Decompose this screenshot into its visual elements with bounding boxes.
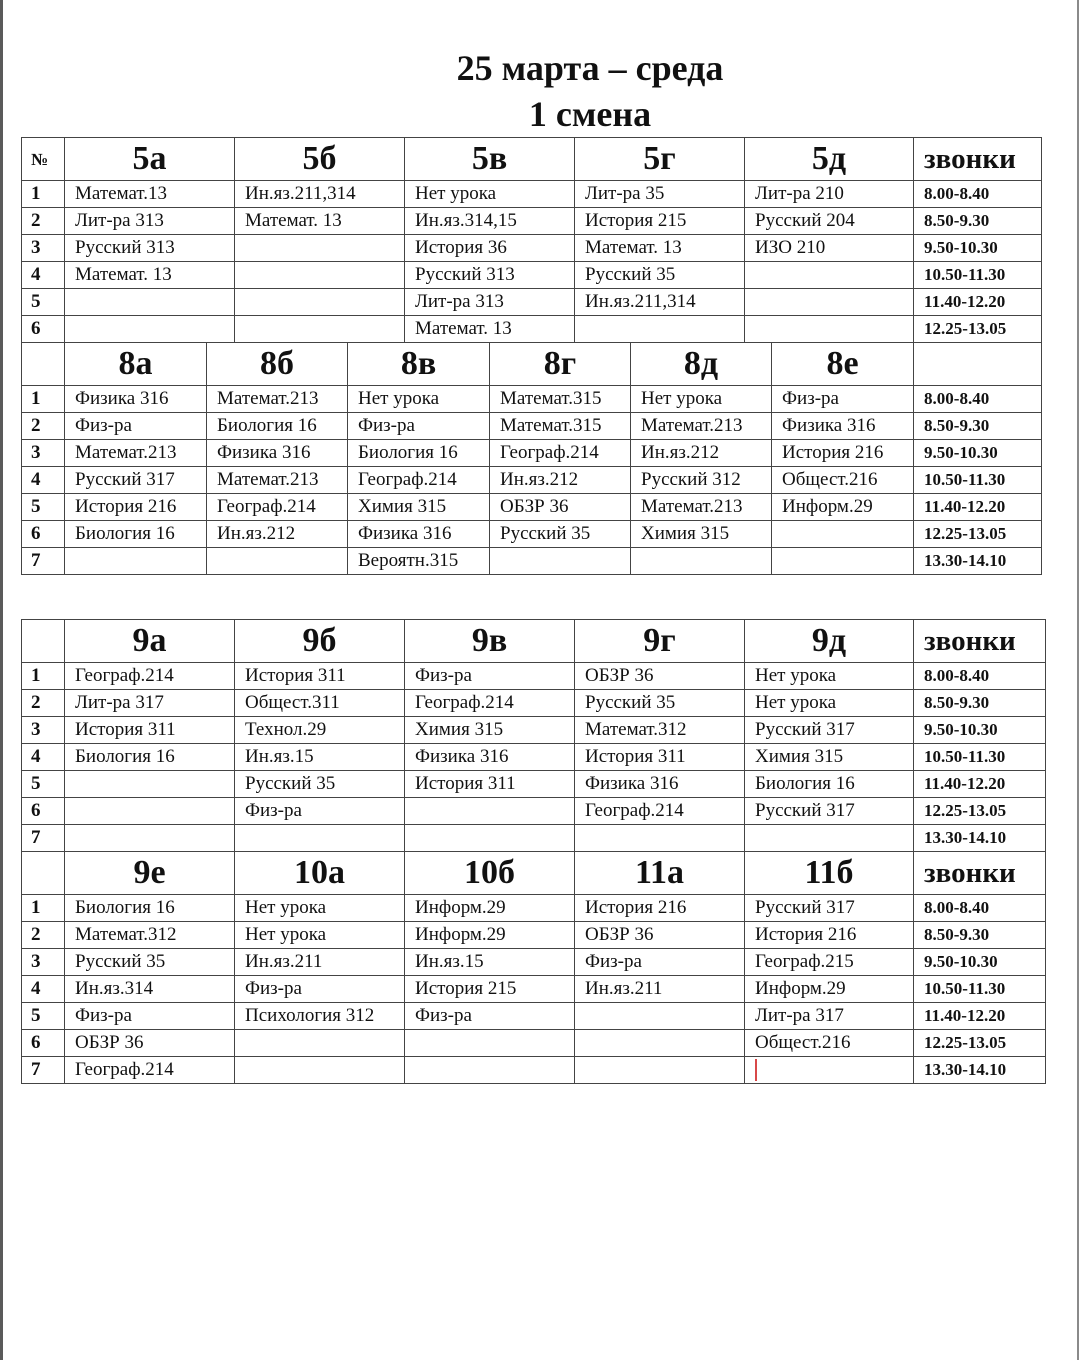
text-cursor: [755, 1059, 757, 1081]
lesson-cell[interactable]: Биология 16: [65, 744, 235, 771]
table-row: [22, 1057, 1046, 1084]
lesson-cell[interactable]: Общест.216: [745, 1030, 914, 1057]
lesson-cell[interactable]: ИЗО 210: [745, 235, 914, 262]
lesson-cell[interactable]: Ин.яз.212: [207, 521, 348, 548]
table-row: [22, 1003, 1046, 1030]
lesson-cell[interactable]: Математ. 13: [65, 262, 235, 289]
lesson-cell[interactable]: [575, 1003, 745, 1030]
lesson-cell[interactable]: Географ.214: [575, 798, 745, 825]
lesson-cell[interactable]: История 311: [235, 663, 405, 690]
lesson-cell[interactable]: Географ.214: [490, 440, 631, 467]
table-row: [22, 413, 1042, 440]
lesson-cell[interactable]: Нет урока: [745, 690, 914, 717]
lesson-cell[interactable]: История 311: [405, 771, 575, 798]
lesson-cell[interactable]: [235, 1057, 405, 1084]
class-header-3[interactable]: 9в: [405, 620, 575, 663]
table-row: [22, 690, 1046, 717]
lesson-cell[interactable]: Физ-ра: [65, 1003, 235, 1030]
bell-time[interactable]: 8.50-9.30: [914, 413, 1042, 440]
lesson-number[interactable]: 5: [22, 289, 65, 316]
table-row: [22, 922, 1046, 949]
bell-time[interactable]: 8.00-8.40: [914, 895, 1046, 922]
class-header-1[interactable]: 9е: [65, 852, 235, 895]
class-header-5[interactable]: 8д: [631, 343, 772, 386]
grade5-header-row: [22, 138, 1042, 181]
lesson-cell[interactable]: Физика 316: [65, 386, 207, 413]
lesson-cell[interactable]: Ин.яз.212: [631, 440, 772, 467]
lesson-cell[interactable]: Лит-ра 210: [745, 181, 914, 208]
number-column-header-empty[interactable]: [22, 852, 65, 895]
lesson-cell[interactable]: Нет урока: [745, 663, 914, 690]
lesson-cell[interactable]: [575, 1057, 745, 1084]
table-row: [22, 386, 1042, 413]
number-column-header[interactable]: №: [22, 138, 65, 181]
lesson-cell[interactable]: История 216: [65, 494, 207, 521]
lesson-cell[interactable]: Математ.213: [207, 467, 348, 494]
lesson-cell[interactable]: Математ. 13: [575, 235, 745, 262]
class-header-2[interactable]: 10а: [235, 852, 405, 895]
lesson-number[interactable]: 7: [22, 1057, 65, 1084]
lesson-cell[interactable]: Русский 317: [745, 717, 914, 744]
lesson-cell[interactable]: Информ.29: [405, 922, 575, 949]
table-row: [22, 494, 1042, 521]
lesson-cell[interactable]: История 311: [575, 744, 745, 771]
lesson-cell[interactable]: Физика 316: [405, 744, 575, 771]
lesson-cell[interactable]: Биология 16: [207, 413, 348, 440]
lesson-cell[interactable]: Биология 16: [745, 771, 914, 798]
lesson-cell[interactable]: Химия 315: [405, 717, 575, 744]
bell-time[interactable]: 10.50-11.30: [914, 744, 1046, 771]
lesson-cell[interactable]: [575, 1030, 745, 1057]
lesson-cell[interactable]: Русский 204: [745, 208, 914, 235]
table-row: [22, 771, 1046, 798]
class-header-1[interactable]: 5а: [65, 138, 235, 181]
class-header-6[interactable]: 8е: [772, 343, 914, 386]
lesson-cell[interactable]: [772, 521, 914, 548]
table-row: [22, 262, 1042, 289]
lesson-cell[interactable]: [772, 548, 914, 575]
lesson-cell[interactable]: Русский 35: [575, 690, 745, 717]
lesson-cell[interactable]: Русский 317: [745, 798, 914, 825]
class-header-5[interactable]: 9д: [745, 620, 914, 663]
lesson-cell[interactable]: [745, 262, 914, 289]
lesson-cell[interactable]: [405, 1030, 575, 1057]
bell-time[interactable]: 13.30-14.10: [914, 825, 1046, 852]
class-header-2[interactable]: 9б: [235, 620, 405, 663]
lesson-cell[interactable]: Лит-ра 313: [65, 208, 235, 235]
schedule-table-grades-9-11: [21, 619, 1046, 1084]
lesson-number[interactable]: 2: [22, 690, 65, 717]
bell-time[interactable]: 11.40-12.20: [914, 1003, 1046, 1030]
lesson-cell[interactable]: История 36: [405, 235, 575, 262]
lesson-cell[interactable]: Физ-ра: [575, 949, 745, 976]
lesson-cell[interactable]: Ин.яз.211,314: [575, 289, 745, 316]
lesson-cell[interactable]: Информ.29: [772, 494, 914, 521]
lesson-cell[interactable]: История 311: [65, 717, 235, 744]
lesson-cell[interactable]: Биология 16: [65, 521, 207, 548]
lesson-cell[interactable]: Математ.13: [65, 181, 235, 208]
lesson-number[interactable]: 6: [22, 1030, 65, 1057]
lesson-cell[interactable]: [631, 548, 772, 575]
lesson-cell[interactable]: Математ.315: [490, 386, 631, 413]
page-title-shift: 1 смена: [528, 94, 652, 134]
lesson-cell[interactable]: [235, 825, 405, 852]
lesson-cell[interactable]: [405, 1057, 575, 1084]
lesson-number[interactable]: 1: [22, 895, 65, 922]
bells-column-header-empty[interactable]: [914, 343, 1042, 386]
bells-column-header[interactable]: звонки: [914, 138, 1042, 181]
class-header-4[interactable]: 8г: [490, 343, 631, 386]
class-header-5[interactable]: 11б: [745, 852, 914, 895]
lesson-cell[interactable]: ОБЗР 36: [575, 663, 745, 690]
class-header-2[interactable]: 5б: [235, 138, 405, 181]
lesson-cell[interactable]: Физ-ра: [235, 976, 405, 1003]
class-header-2[interactable]: 8б: [207, 343, 348, 386]
lesson-number[interactable]: 4: [22, 467, 65, 494]
table-row: [22, 949, 1046, 976]
page-title-date: 25 марта – среда: [456, 48, 724, 88]
class-header-4[interactable]: 5г: [575, 138, 745, 181]
lesson-cell[interactable]: Нет урока: [348, 386, 490, 413]
table-row: [22, 467, 1042, 494]
class-header-3[interactable]: 10б: [405, 852, 575, 895]
bells-column-header[interactable]: звонки: [914, 852, 1046, 895]
lesson-cell[interactable]: Психология 312: [235, 1003, 405, 1030]
lesson-cell[interactable]: Географ.214: [207, 494, 348, 521]
lesson-cell[interactable]: ОБЗР 36: [65, 1030, 235, 1057]
lesson-cell[interactable]: Нет урока: [631, 386, 772, 413]
table-row: [22, 208, 1042, 235]
lesson-cell[interactable]: Математ.312: [575, 717, 745, 744]
lesson-cell[interactable]: ОБЗР 36: [575, 922, 745, 949]
lesson-cell[interactable]: Физика 316: [207, 440, 348, 467]
lesson-cell[interactable]: [745, 316, 914, 343]
lesson-number[interactable]: 2: [22, 413, 65, 440]
lesson-cell[interactable]: Математ.312: [65, 922, 235, 949]
lesson-cell[interactable]: Лит-ра 313: [405, 289, 575, 316]
lesson-cell[interactable]: Физика 316: [575, 771, 745, 798]
lesson-cell[interactable]: [65, 289, 235, 316]
bell-time[interactable]: 8.50-9.30: [914, 922, 1046, 949]
lesson-cell[interactable]: Математ. 13: [405, 316, 575, 343]
lesson-cell[interactable]: [235, 235, 405, 262]
schedule-table-grades-5-8: [21, 137, 1042, 575]
lesson-cell[interactable]: Русский 35: [575, 262, 745, 289]
lesson-cell[interactable]: [207, 548, 348, 575]
lesson-number[interactable]: 6: [22, 316, 65, 343]
lesson-cell[interactable]: Химия 315: [631, 521, 772, 548]
lesson-cell[interactable]: Вероятн.315: [348, 548, 490, 575]
table-row: [22, 825, 1046, 852]
grade8-header-row: [22, 343, 1042, 386]
bell-time[interactable]: 11.40-12.20: [914, 771, 1046, 798]
lesson-cell[interactable]: Ин.яз.211: [575, 976, 745, 1003]
lesson-cell[interactable]: Ин.яз.211: [235, 949, 405, 976]
lesson-number[interactable]: 5: [22, 771, 65, 798]
class-header-3[interactable]: 8в: [348, 343, 490, 386]
lesson-cell[interactable]: Ин.яз.314: [65, 976, 235, 1003]
number-column-header-empty[interactable]: [22, 343, 65, 386]
lesson-cell[interactable]: Лит-ра 317: [745, 1003, 914, 1030]
lesson-number[interactable]: 1: [22, 663, 65, 690]
lesson-cell[interactable]: Химия 315: [348, 494, 490, 521]
lesson-cell[interactable]: [745, 289, 914, 316]
lesson-cell[interactable]: Биология 16: [348, 440, 490, 467]
table-row: [22, 316, 1042, 343]
lesson-cell[interactable]: Общест.216: [772, 467, 914, 494]
table-row: [22, 976, 1046, 1003]
bell-time[interactable]: 8.00-8.40: [914, 386, 1042, 413]
bell-time[interactable]: 8.00-8.40: [914, 663, 1046, 690]
class-header-3[interactable]: 5в: [405, 138, 575, 181]
table-row: [22, 521, 1042, 548]
lesson-cell[interactable]: [235, 289, 405, 316]
bell-time[interactable]: 12.25-13.05: [914, 521, 1042, 548]
lesson-number[interactable]: 6: [22, 521, 65, 548]
lesson-cell[interactable]: Русский 317: [745, 895, 914, 922]
lesson-cell[interactable]: [490, 548, 631, 575]
bell-time[interactable]: 13.30-14.10: [914, 548, 1042, 575]
lesson-cell[interactable]: Географ.214: [65, 663, 235, 690]
lesson-cell[interactable]: [65, 771, 235, 798]
lesson-cell[interactable]: Географ.215: [745, 949, 914, 976]
lesson-cell[interactable]: [405, 825, 575, 852]
class-header-4[interactable]: 9г: [575, 620, 745, 663]
table-row: [22, 717, 1046, 744]
lesson-cell[interactable]: Математ.213: [65, 440, 207, 467]
lesson-number[interactable]: 4: [22, 744, 65, 771]
lesson-number[interactable]: 2: [22, 208, 65, 235]
lesson-cell[interactable]: Нет урока: [235, 922, 405, 949]
lesson-cell[interactable]: Ин.яз.211,314: [235, 181, 405, 208]
lesson-cell[interactable]: Информ.29: [405, 895, 575, 922]
bell-time[interactable]: 10.50-11.30: [914, 467, 1042, 494]
lesson-number[interactable]: 4: [22, 976, 65, 1003]
lesson-cell[interactable]: Географ.214: [65, 1057, 235, 1084]
lesson-cell[interactable]: Физика 316: [772, 413, 914, 440]
lesson-number[interactable]: 6: [22, 798, 65, 825]
lesson-cell[interactable]: История 216: [772, 440, 914, 467]
lesson-cell[interactable]: ОБЗР 36: [490, 494, 631, 521]
lesson-cell[interactable]: Русский 312: [631, 467, 772, 494]
lesson-cell[interactable]: История 215: [405, 976, 575, 1003]
bell-time[interactable]: 11.40-12.20: [914, 289, 1042, 316]
lesson-cell[interactable]: Математ.213: [631, 494, 772, 521]
lesson-cell[interactable]: [235, 316, 405, 343]
lesson-number[interactable]: 3: [22, 949, 65, 976]
table-row: [22, 663, 1046, 690]
lesson-cell[interactable]: История 215: [575, 208, 745, 235]
lesson-cell[interactable]: Математ.213: [631, 413, 772, 440]
lesson-cell[interactable]: Ин.яз.314,15: [405, 208, 575, 235]
bell-time[interactable]: 10.50-11.30: [914, 976, 1046, 1003]
lesson-number[interactable]: 3: [22, 440, 65, 467]
lesson-cell[interactable]: [575, 825, 745, 852]
lesson-cell[interactable]: [65, 548, 207, 575]
lesson-cell[interactable]: Общест.311: [235, 690, 405, 717]
lesson-cell[interactable]: Физ-ра: [235, 798, 405, 825]
lesson-cell[interactable]: [65, 316, 235, 343]
table-row: [22, 440, 1042, 467]
lesson-cell[interactable]: Физ-ра: [772, 386, 914, 413]
lesson-number[interactable]: 3: [22, 235, 65, 262]
lesson-number[interactable]: 7: [22, 825, 65, 852]
lesson-cell[interactable]: Физ-ра: [348, 413, 490, 440]
lesson-cell[interactable]: Нет урока: [405, 181, 575, 208]
lesson-cell[interactable]: Физика 316: [348, 521, 490, 548]
bell-time[interactable]: 10.50-11.30: [914, 262, 1042, 289]
table-row: [22, 548, 1042, 575]
lesson-cell[interactable]: История 216: [575, 895, 745, 922]
table-row: [22, 289, 1042, 316]
lesson-cell[interactable]: [65, 825, 235, 852]
lesson-number[interactable]: 1: [22, 386, 65, 413]
lesson-cell[interactable]: Географ.214: [348, 467, 490, 494]
bell-time[interactable]: 11.40-12.20: [914, 494, 1042, 521]
bell-time[interactable]: 8.50-9.30: [914, 690, 1046, 717]
lesson-cell[interactable]: Русский 317: [65, 467, 207, 494]
table-row: [22, 1030, 1046, 1057]
lesson-number[interactable]: 2: [22, 922, 65, 949]
lesson-cell[interactable]: [65, 798, 235, 825]
lesson-cell[interactable]: [745, 825, 914, 852]
lesson-cell[interactable]: Ин.яз.212: [490, 467, 631, 494]
lesson-cell[interactable]: Математ.315: [490, 413, 631, 440]
lesson-number[interactable]: 5: [22, 1003, 65, 1030]
bell-time[interactable]: 9.50-10.30: [914, 235, 1042, 262]
lesson-cell[interactable]: Географ.214: [405, 690, 575, 717]
bell-time[interactable]: 8.50-9.30: [914, 208, 1042, 235]
bell-time[interactable]: 12.25-13.05: [914, 1030, 1046, 1057]
table-row: [22, 744, 1046, 771]
bell-time[interactable]: 12.25-13.05: [914, 316, 1042, 343]
lesson-cell[interactable]: Физ-ра: [65, 413, 207, 440]
table-row: [22, 895, 1046, 922]
bell-time[interactable]: 8.00-8.40: [914, 181, 1042, 208]
lesson-cell[interactable]: Русский 313: [65, 235, 235, 262]
window-left-edge: [0, 0, 3, 1360]
lesson-cell[interactable]: Математ. 13: [235, 208, 405, 235]
class-header-1[interactable]: 8а: [65, 343, 207, 386]
grade9-header-row: [22, 620, 1046, 663]
lesson-number[interactable]: 7: [22, 548, 65, 575]
lesson-number[interactable]: 3: [22, 717, 65, 744]
lesson-cell[interactable]: Химия 315: [745, 744, 914, 771]
lesson-cell[interactable]: [235, 262, 405, 289]
lesson-cell[interactable]: Математ.213: [207, 386, 348, 413]
lesson-cell[interactable]: Физ-ра: [405, 663, 575, 690]
lesson-number[interactable]: 1: [22, 181, 65, 208]
number-column-header-empty[interactable]: [22, 620, 65, 663]
bell-time[interactable]: 9.50-10.30: [914, 949, 1046, 976]
bell-time[interactable]: 13.30-14.10: [914, 1057, 1046, 1084]
table-row: [22, 181, 1042, 208]
lesson-cell[interactable]: Русский 35: [235, 771, 405, 798]
table-row: [22, 798, 1046, 825]
lesson-cell[interactable]: [745, 1057, 914, 1084]
lesson-cell[interactable]: Информ.29: [745, 976, 914, 1003]
bell-time[interactable]: 12.25-13.05: [914, 798, 1046, 825]
lesson-cell[interactable]: Ин.яз.15: [405, 949, 575, 976]
lesson-cell[interactable]: Технол.29: [235, 717, 405, 744]
class-header-4[interactable]: 11а: [575, 852, 745, 895]
class-header-1[interactable]: 9а: [65, 620, 235, 663]
lesson-cell[interactable]: История 216: [745, 922, 914, 949]
lesson-cell[interactable]: [235, 1030, 405, 1057]
lesson-cell[interactable]: Русский 313: [405, 262, 575, 289]
lesson-cell[interactable]: Физ-ра: [405, 1003, 575, 1030]
table-row: [22, 235, 1042, 262]
lesson-cell[interactable]: Ин.яз.15: [235, 744, 405, 771]
class-header-5[interactable]: 5д: [745, 138, 914, 181]
bells-column-header[interactable]: звонки: [914, 620, 1046, 663]
lesson-number[interactable]: 5: [22, 494, 65, 521]
lesson-cell[interactable]: Русский 35: [490, 521, 631, 548]
lesson-cell[interactable]: Лит-ра 317: [65, 690, 235, 717]
lesson-cell[interactable]: Биология 16: [65, 895, 235, 922]
lesson-number[interactable]: 4: [22, 262, 65, 289]
lesson-cell[interactable]: Лит-ра 35: [575, 181, 745, 208]
lesson-cell[interactable]: [405, 798, 575, 825]
lesson-cell[interactable]: Русский 35: [65, 949, 235, 976]
bell-time[interactable]: 9.50-10.30: [914, 717, 1046, 744]
senior-header-row: [22, 852, 1046, 895]
bell-time[interactable]: 9.50-10.30: [914, 440, 1042, 467]
lesson-cell[interactable]: Нет урока: [235, 895, 405, 922]
lesson-cell[interactable]: [575, 316, 745, 343]
